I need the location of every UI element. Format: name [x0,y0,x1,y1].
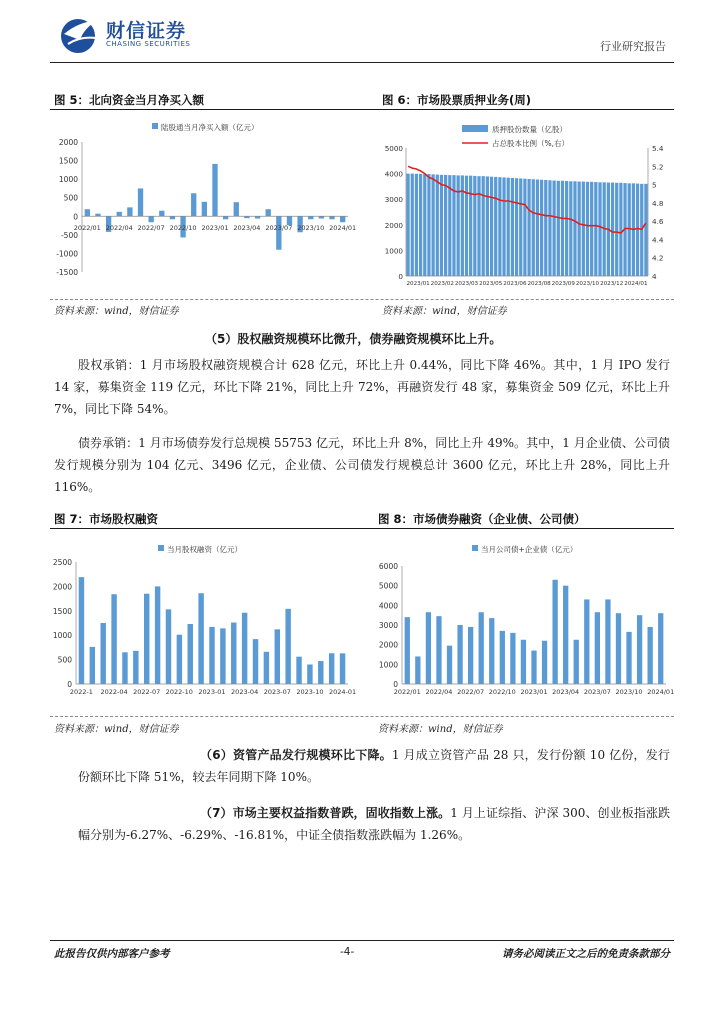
bar [177,635,182,684]
x-tick-label: 2023/10 [297,224,325,232]
legend-swatch [152,123,158,129]
x-tick-label: 2023/08 [527,281,551,287]
y-tick-label: 2000 [378,640,398,650]
bar [557,181,560,276]
y-right-tick-label: 5.4 [652,144,664,153]
x-tick-label: 2023/05 [479,281,503,287]
y-tick-label: 1500 [52,606,72,616]
x-tick-label: 2023/03 [454,281,479,287]
bar [548,180,551,276]
bar [133,651,138,684]
logo-subtitle: CHASING SECURITIES [106,40,191,48]
bar [90,647,95,684]
bar [582,182,585,276]
x-tick-label: 2023/09 [551,281,575,287]
bar [515,178,518,276]
bar [532,179,535,276]
bar [510,633,515,684]
y-right-tick-label: 5 [652,180,657,190]
bar [542,641,547,684]
bar [586,182,589,276]
section6-paragraph [78,744,670,788]
bar [329,216,334,219]
y-tick-label: 5000 [378,581,398,591]
bar [523,179,526,276]
x-tick-label: 2022/07 [137,224,165,232]
bar [405,617,410,684]
x-tick-label: 2022/01 [393,688,421,696]
x-tick-label: 2023/10 [575,281,600,287]
section5-paragraph2: 债券承销：1 月市场债券发行总规模 55753 亿元，环比上升 8%，同比上升 49%。其中，1 月企业债、公司债发行规模分别为 104 亿元、3496 亿元，企业债、公司债发行规模总计 3600 亿元，环比上升 28%，同比上升 116%。 [54,436,670,494]
bar [212,164,217,216]
y-left-tick-label: 2000 [384,220,403,230]
bar [552,580,557,684]
y-tick-label: 1000 [58,175,78,185]
bar [605,599,610,684]
y-tick-label: 0 [73,212,78,222]
bar [531,651,536,684]
bar [536,179,539,276]
bar [340,216,345,222]
bar [307,664,312,684]
y-tick-label: -500 [60,230,78,240]
bar [658,613,663,684]
page-number: -4- [340,946,355,958]
footer-divider [50,940,674,941]
bar [285,609,290,684]
x-tick-label: 2023/06 [503,281,527,287]
fig8-source: 资料来源：wind，财信证券 [378,724,503,735]
bar [220,628,225,684]
bar [308,216,313,219]
legend-bar-swatch [462,125,488,132]
x-tick-label: 2022-10 [165,688,193,696]
bar [521,640,526,684]
bar [117,212,122,216]
bar [202,202,207,216]
y-right-tick-label: 4.2 [652,253,664,263]
x-tick-label: 2023/10 [615,688,643,696]
section7-paragraph [78,802,670,846]
bar [436,175,439,276]
x-tick-label: 2023/07 [265,224,293,232]
bar [448,175,451,276]
legend-label: 陆股通当月净买入额（亿元） [161,123,259,132]
x-tick-label: 2022/04 [425,688,453,696]
x-tick-label: 2023-04 [231,688,259,696]
bar [423,174,426,276]
bar [318,661,323,684]
bar [502,177,505,276]
bar [79,577,84,684]
section6-text: 1 月成立资管产品 28 只，发行份额 10 亿份，发行份额环比下降 51%，较去年同期下降 10%。 [78,748,670,784]
bar [276,216,281,249]
bar [340,653,345,684]
bar [209,627,214,684]
x-tick-label: 2023-10 [296,688,324,696]
bar [266,209,271,216]
fig-row1-bottom-rule [50,299,674,300]
bar [574,640,579,684]
bar [419,174,422,276]
bar [469,176,472,276]
y-left-tick-label: 3000 [384,195,403,205]
bar [569,181,572,276]
bar [234,202,239,216]
y-tick-label: -1000 [56,249,78,259]
bar [188,624,193,684]
x-tick-label: 2024/01 [329,224,357,232]
bar [490,177,493,276]
bar [507,178,510,276]
y-left-tick-label: 5000 [384,144,403,153]
bar [473,176,476,276]
fig5-source: 资料来源：wind，财信证券 [54,306,179,317]
y-right-tick-label: 4.6 [652,217,664,227]
section6-heading: （6）资管产品发行规模环比下降。 [200,748,392,762]
bar [498,177,501,276]
fig8-title: 图 8：市场债券融资（企业债、公司债） [378,512,586,526]
y-tick-label: 1500 [58,156,78,166]
bar [296,657,301,684]
section5-heading: （5）股权融资规模环比微升，债券融资规模环比上升。 [205,332,502,346]
x-tick-label: 2023/01 [406,281,430,287]
bar [561,181,564,276]
bar [628,183,631,276]
y-tick-label: 0 [67,680,72,689]
bar [275,629,280,684]
bar [138,188,143,216]
bar [598,182,601,276]
legend-swatch [158,545,164,551]
section7-text: 1 月上证综指、沪深 300、创业板指涨跌幅分别为-6.27%、-6.29%、-16.81%，中证全债指数涨跌幅为 1.26%。 [78,806,671,842]
x-tick-label: 2023/01 [201,224,229,232]
fig5-title: 图 5：北向资金当月净买入额 [54,93,205,107]
bar [636,184,639,276]
bar [431,174,434,276]
x-tick-label: 2023-01 [198,688,226,696]
bar [615,183,618,276]
y-tick-label: 2500 [52,558,72,567]
section5-paragraph1: 股权承销：1 月市场股权融资规模合计 628 亿元，环比上升 0.44%，同比下降 46%。其中，1 月 IPO 发行 14 家，募集资金 119 亿元，环比下降 21%，同比上升 72%，再融资发行 48 家，募集资金 509 亿元，环比上升 7%，同比下降 54%。 [54,358,670,416]
bar [122,652,127,684]
y-tick-label: 500 [63,193,78,203]
bar [616,613,621,684]
bar [223,216,228,219]
x-tick-label: 2023-07 [263,688,291,696]
fig7-chart [50,532,356,704]
bar [479,612,484,684]
bar [500,631,505,684]
y-right-tick-label: 4 [652,272,657,281]
bar [578,182,581,276]
y-tick-label: 6000 [378,562,398,571]
fig6-title: 图 6：市场股票质押业务(周) [382,93,532,107]
x-tick-label: 2022-1 [69,688,93,696]
bar [494,177,497,276]
bar [264,652,269,684]
x-tick-label: 2024/01 [624,281,648,287]
bar [329,653,334,684]
bar [584,599,589,684]
bar [457,625,462,684]
y-tick-label: 2000 [52,582,72,592]
legend-label: 当月公司债+企业债（亿元） [481,545,578,554]
logo-name: 财信证券 [106,20,187,42]
y-tick-label: 500 [57,655,72,665]
bar [415,656,420,684]
bar [127,207,132,216]
y-tick-label: 1000 [378,660,398,670]
y-left-tick-label: 4000 [384,169,403,179]
bar [544,180,547,276]
y-tick-label: 2000 [58,138,78,147]
legend-label: 当月股权融资（亿元） [167,545,242,554]
header-divider [50,62,674,63]
bar [594,182,597,276]
bar [444,175,447,276]
y-tick-label: 3000 [378,621,398,630]
bar [486,176,489,276]
legend-bar-label: 质押股份数量（亿股） [492,125,567,134]
x-tick-label: 2022/10 [169,224,197,232]
fig6-chart [378,112,674,292]
bar [170,216,175,219]
bar [95,214,100,217]
logo [58,12,208,56]
bar [231,623,236,684]
y-tick-label: 0 [393,680,398,689]
bar [489,618,494,684]
y-left-tick-label: 1000 [384,246,403,256]
x-tick-label: 2023/01 [520,688,548,696]
y-right-tick-label: 4.8 [652,198,664,208]
bar [242,613,247,684]
x-tick-label: 2023/07 [583,688,611,696]
x-tick-label: 2022-04 [100,688,128,696]
bar [637,615,642,684]
logo-emblem-icon [58,14,102,54]
bar [611,183,614,276]
bar [465,176,468,276]
x-tick-label: 2024-01 [328,688,356,696]
bar [253,639,258,684]
bar [406,174,409,276]
ratio-line [408,166,646,233]
x-tick-label: 2022-07 [133,688,161,696]
x-tick-label: 2023/04 [552,688,580,696]
fig8-chart [376,532,674,704]
bar [198,593,203,684]
bar [427,174,430,276]
fig-row2-top-rule [50,528,674,529]
bar [166,609,171,684]
fig-row1-top-rule [50,109,674,110]
x-tick-label: 2023/02 [430,281,454,287]
y-tick-label: -1500 [56,268,78,277]
bar [85,209,90,216]
fig-row2-bottom-rule [50,716,674,717]
bar [477,176,480,276]
bar [619,183,622,276]
fig5-chart [50,112,360,292]
bar [644,184,647,276]
bar [527,179,530,276]
y-tick-label: 1000 [52,631,72,641]
legend-swatch [472,545,478,551]
bar [595,612,600,684]
x-tick-label: 2022/01 [73,224,101,232]
fig7-title: 图 7：市场股权融资 [54,512,159,526]
fig6-source: 资料来源：wind，财信证券 [382,306,507,317]
x-tick-label: 2022/10 [488,688,516,696]
y-tick-label: 4000 [378,601,398,611]
bar [415,174,418,276]
x-tick-label: 2022/04 [105,224,133,232]
bar [447,646,452,684]
bar [482,176,485,276]
y-right-tick-label: 4.4 [652,235,664,245]
bar [573,181,576,276]
bar [457,175,460,276]
x-tick-label: 2023/04 [233,224,261,232]
y-left-tick-label: 0 [398,272,403,281]
bar [149,216,154,222]
bar [426,612,431,684]
section7-heading: （7）市场主要权益指数普跌，固收指数上涨。 [200,806,451,820]
bar [436,616,441,684]
legend-line-label: 占总股本比例（%,右） [492,139,570,148]
bar [191,193,196,216]
bar [626,632,631,684]
bar [648,627,653,684]
fig7-source: 资料来源：wind，财信证券 [54,724,179,735]
bar [100,623,105,684]
footer-disclaimer-right: 请务必阅读正文之后的免责条款部分 [502,948,670,960]
bar [552,181,555,276]
bar [590,182,593,276]
bar [519,178,522,276]
x-tick-label: 2024/01 [647,688,674,696]
bar [563,586,568,684]
x-tick-label: 2023/12 [600,281,624,287]
report-type: 行业研究报告 [600,40,666,53]
bar [540,180,543,276]
bar [565,181,568,276]
bar [411,174,414,276]
bar [144,594,149,684]
bar [159,211,164,217]
x-tick-label: 2022/07 [457,688,485,696]
bar [155,586,160,684]
y-right-tick-label: 5.2 [652,162,664,172]
bar [440,175,443,276]
bar [111,594,116,684]
bar [468,627,473,684]
bar [511,178,514,276]
footer-disclaimer-left: 此报告仅供内部客户参考 [54,948,170,960]
